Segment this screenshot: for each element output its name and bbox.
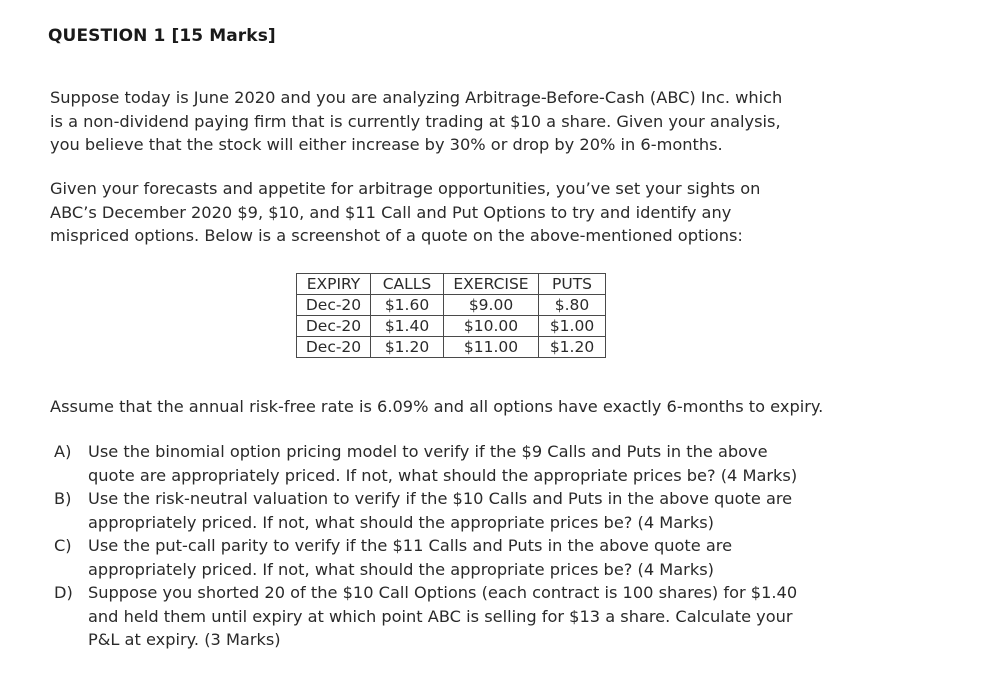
question-item-d: [54, 581, 954, 652]
question-line: appropriately priced. If not, what should the appropriate prices be? (4 Marks): [88, 512, 714, 532]
table-row: [297, 337, 606, 358]
question-letter: B): [54, 489, 72, 508]
cell-expiry: Dec-20: [297, 337, 371, 358]
cell-puts: $.80: [539, 295, 606, 316]
question-line: Use the put-call parity to verify if the $11 Calls and Puts in the above quote are: [88, 536, 733, 555]
cell-expiry: Dec-20: [297, 295, 371, 316]
cell-puts: $1.20: [539, 337, 606, 358]
question-heading: QUESTION 1 [15 Marks]: [48, 26, 276, 46]
question-line: appropriately priced. If not, what should the appropriate prices be? (4 Marks): [88, 559, 714, 579]
question-letter: D): [54, 583, 73, 602]
cell-exercise: $10.00: [444, 316, 539, 337]
assumption-line: Assume that the annual risk-free rate is 6.09% and all options have exactly 6-months to expiry.: [50, 397, 824, 416]
question-item-c: [54, 534, 954, 581]
question-line: Suppose you shorted 20 of the $10 Call Options (each contract is 100 shares) for $1.40: [88, 583, 798, 602]
cell-expiry: Dec-20: [297, 316, 371, 337]
question-list: [54, 440, 954, 652]
cell-exercise: $11.00: [444, 337, 539, 358]
forecast-line: mispriced options. Below is a screenshot of a quote on the above-mentioned options:: [50, 226, 743, 245]
intro-line: is a non-dividend paying firm that is currently trading at $10 a share. Given your analysis,: [50, 111, 781, 131]
header-puts: PUTS: [539, 274, 606, 295]
question-letter: A): [54, 442, 72, 461]
question-line: P&L at expiry. (3 Marks): [88, 630, 281, 649]
question-line: and held them until expiry at which point ABC is selling for $13 a share. Calculate your: [88, 606, 793, 626]
question-line: quote are appropriately priced. If not, what should the appropriate prices be? (4 Marks): [88, 465, 798, 485]
intro-line: Suppose today is June 2020 and you are analyzing Arbitrage-Before-Cash (ABC) Inc. which: [50, 88, 783, 107]
question-line: Use the binomial option pricing model to verify if the $9 Calls and Puts in the above: [88, 442, 768, 461]
question-item-a: [54, 440, 954, 487]
question-letter: C): [54, 536, 72, 555]
table-row: [297, 316, 606, 337]
header-calls: CALLS: [371, 274, 444, 295]
table-header-row: [297, 274, 606, 295]
cell-puts: $1.00: [539, 316, 606, 337]
forecast-paragraph: [50, 177, 950, 248]
intro-paragraph: [50, 86, 950, 157]
header-exercise: EXERCISE: [444, 274, 539, 295]
cell-calls: $1.60: [371, 295, 444, 316]
forecast-line: Given your forecasts and appetite for arbitrage opportunities, you’ve set your sights on: [50, 179, 761, 198]
question-line: Use the risk-neutral valuation to verify if the $10 Calls and Puts in the above quote are: [88, 489, 793, 508]
forecast-line: ABC’s December 2020 $9, $10, and $11 Call and Put Options to try and identify any: [50, 202, 732, 222]
intro-line: you believe that the stock will either increase by 30% or drop by 20% in 6-months.: [50, 135, 723, 154]
table-row: [297, 295, 606, 316]
assumption-paragraph: [50, 395, 950, 419]
cell-exercise: $9.00: [444, 295, 539, 316]
cell-calls: $1.40: [371, 316, 444, 337]
cell-calls: $1.20: [371, 337, 444, 358]
options-quote-table: [296, 273, 606, 358]
question-item-b: [54, 487, 954, 534]
header-expiry: EXPIRY: [297, 274, 371, 295]
